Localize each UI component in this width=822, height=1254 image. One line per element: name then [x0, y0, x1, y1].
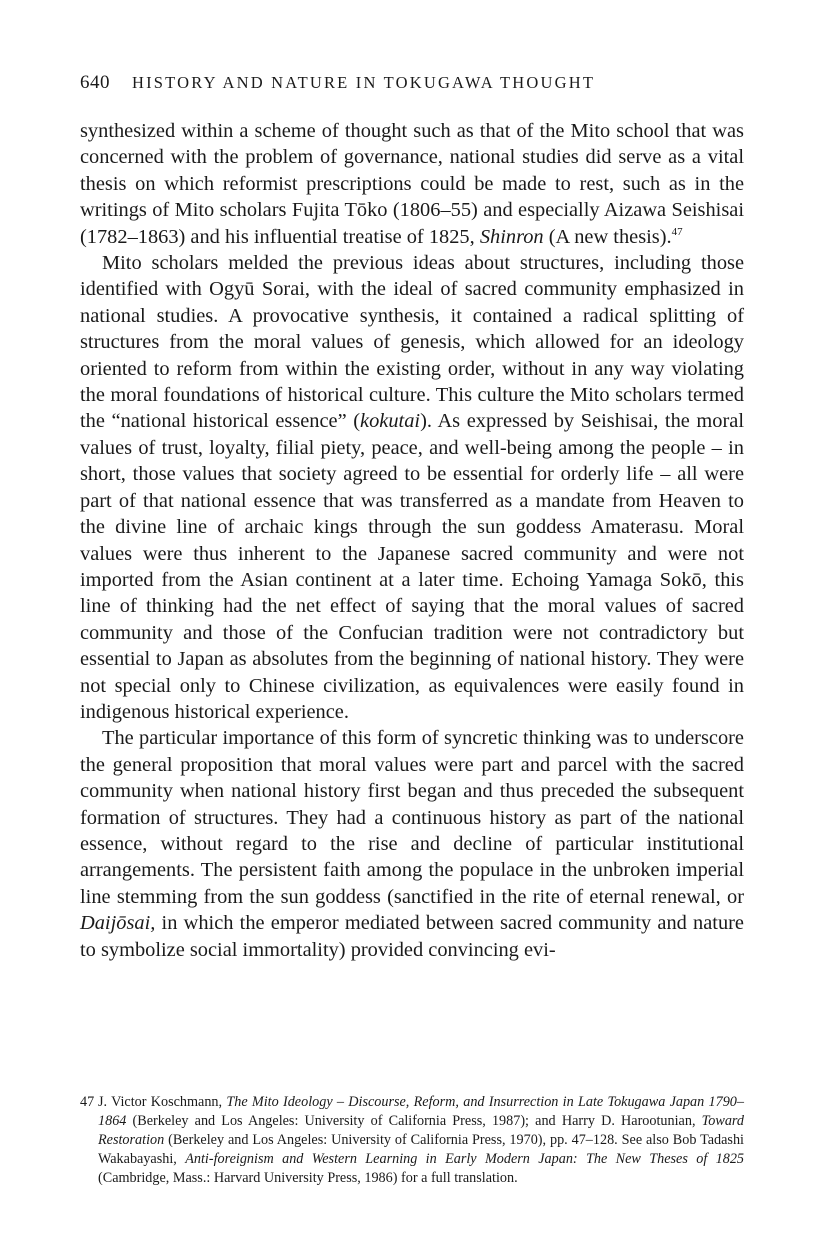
footnote-number: 47 — [80, 1094, 95, 1110]
footnote-47: 47 J. Victor Koschmann, The Mito Ideology – Discourse, Reform, and Insurrection in Late Tokugawa Japan 1790–1864 (Berkeley and Los Angeles: University of California Press, 1987); and Harry D. Harootunian, Toward Restoration (Berkeley and Los Angeles: University of California Press, 1970), pp. 47–128. See also Bob Tadashi Wakabayashi, Anti-foreignism and Western Learning in Early Modern Japan: The New Theses of 1825 (Cambridge, Mass.: Harvard University Press, 1986) for a full translation. — [80, 1094, 745, 1186]
running-header — [80, 72, 750, 94]
page-number: 640 — [80, 72, 110, 93]
paragraph-2: Mito scholars melded the previous ideas about structures, including those identified with Ogyū Sorai, with the ideal of sacred community emphasized in national studies. A provocative synthesis, it contained a radical splitting of structures from the moral values of genesis, which allowed for an ideology oriented to reform from within the existing order, without in any way violating the moral foundations of historical culture. This culture the Mito scholars termed the “national historical essence” (kokutai). As expressed by Seishisai, the moral values of trust, loyalty, filial piety, peace, and well-being among the people – in short, those values that society agreed to be essential for orderly life – all were part of that national essence that was transferred as a mandate from Heaven to the divine line of archaic kings through the sun goddess Amaterasu. Moral values were thus inherent to the Japanese sacred community and were not imported from the Asian continent at a later time. Echoing Yamaga Sokō, this line of thinking had the net effect of saying that the moral values of sacred community and those of the Confucian tradition were not contradictory but essential to Japan as absolutes from the beginning of national history. They were not special only to Chinese civilization, as equivalences were easily found in indigenous historical experience. — [80, 252, 744, 723]
footnote-ref-47[interactable]: 47 — [671, 225, 683, 238]
paragraph-1: synthesized within a scheme of thought such as that of the Mito school that was concerned with the problem of governance, national studies did serve as a vital thesis on which reformist prescriptions could be made to rest, such as in the writings of Mito scholars Fujita Tōko (1806–55) and especially Aizawa Seishisai (1782–1863) and his influential treatise of 1825, Shinron (A new thesis).$^{47}$ — [80, 120, 744, 248]
body-text — [80, 118, 744, 963]
paragraph-3: The particular importance of this form of syncretic thinking was to underscore the general proposition that moral values were part and parcel with the sacred community when national history first began and thus preceded the subsequent formation of structures. They had a continuous history as part of the national essence, without regard to the rise and decline of particular institutional arrangements. The persistent faith among the populace in the unbroken imperial line stemming from the sun goddess (sanctified in the rite of eternal renewal, or Daijōsai, in which the emperor mediated between sacred community and nature to symbolize social immortality) provided convincing evi- — [80, 727, 744, 961]
running-title: HISTORY AND NATURE IN TOKUGAWA THOUGHT — [132, 73, 596, 92]
